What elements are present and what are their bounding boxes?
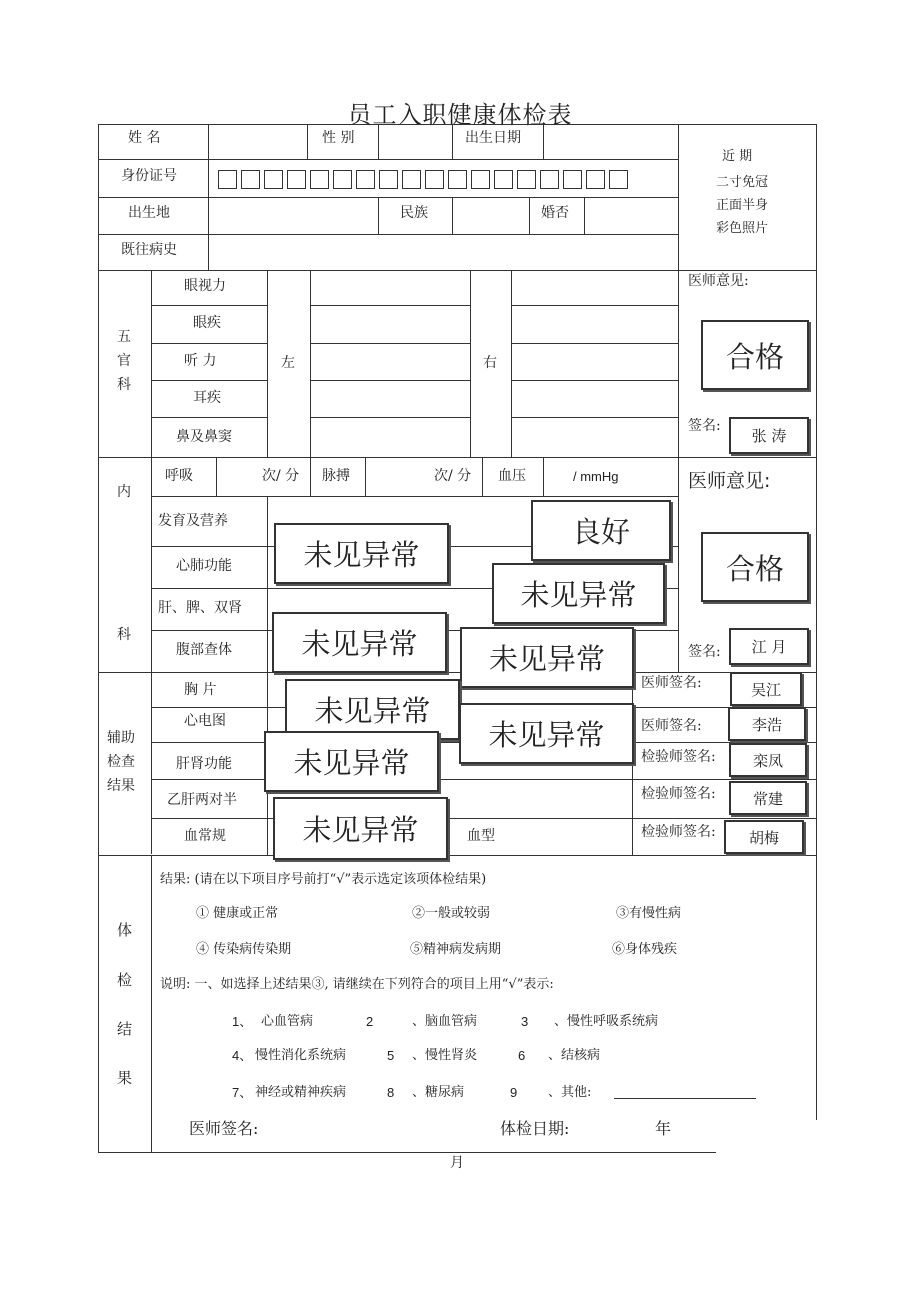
id-number-label: 身份证号 bbox=[121, 168, 177, 184]
other-disease-fill-line[interactable] bbox=[614, 1098, 756, 1099]
stamp-blood-routine-normal: 未见异常 bbox=[273, 797, 448, 860]
disease-num-4: 4、 bbox=[232, 1048, 253, 1063]
id-digit-box[interactable] bbox=[425, 170, 444, 189]
option-disability[interactable]: ⑥身体残疾 bbox=[612, 942, 678, 957]
ecg-signer-name: 李浩 bbox=[728, 707, 806, 741]
row-development: 发育及营养 bbox=[158, 513, 228, 529]
form-title: 员工入职健康体检表 bbox=[347, 101, 573, 129]
internal-section-char-1: 内 bbox=[117, 484, 131, 500]
blood-routine-signer-name: 胡梅 bbox=[724, 820, 804, 854]
internal-section-char-2: 科 bbox=[117, 627, 131, 643]
row-hepatitis-b: 乙肝两对半 bbox=[167, 792, 237, 808]
result-section-char-4: 果 bbox=[117, 1069, 133, 1087]
left-side-label: 左 bbox=[281, 355, 295, 371]
facial-section-char-1: 五 bbox=[117, 329, 131, 345]
breath-label: 呼吸 bbox=[165, 468, 193, 484]
facial-section-char-3: 科 bbox=[117, 377, 131, 393]
pulse-label: 脉搏 bbox=[322, 468, 350, 484]
xray-signer-label: 医师签名: bbox=[641, 675, 702, 691]
disease-num-2: 2 bbox=[366, 1014, 374, 1029]
row-nose-sinus: 鼻及鼻窦 bbox=[176, 429, 232, 445]
internal-doctor-signature: 江 月 bbox=[729, 628, 809, 665]
disease-num-6: 6 bbox=[518, 1048, 526, 1063]
stamp-abdomen-normal-2: 未见异常 bbox=[460, 627, 634, 688]
stamp-liver-normal: 未见异常 bbox=[492, 563, 665, 624]
blood-pressure-unit: / mmHg bbox=[573, 469, 619, 484]
row-blood-routine: 血常规 bbox=[184, 828, 226, 844]
facial-opinion-label: 医师意见: bbox=[688, 273, 749, 289]
ecg-signer-label: 医师签名: bbox=[641, 718, 702, 734]
facial-sign-label: 签名: bbox=[688, 418, 721, 434]
disease-num-3: 3 bbox=[521, 1014, 529, 1029]
row-eye-disease: 眼疾 bbox=[193, 315, 221, 331]
dob-label: 出生日期 bbox=[465, 130, 521, 146]
result-section-char-3: 结 bbox=[117, 1020, 133, 1038]
stamp-liver-kidney-normal: 未见异常 bbox=[264, 731, 439, 792]
facial-doctor-signature: 张 涛 bbox=[729, 417, 809, 454]
hepatitis-signer-label: 检验师签名: bbox=[641, 786, 716, 802]
id-digit-box[interactable] bbox=[264, 170, 283, 189]
marriage-label: 婚否 bbox=[541, 205, 569, 221]
facial-opinion-stamp: 合格 bbox=[701, 320, 809, 390]
row-chest-xray: 胸 片 bbox=[184, 682, 217, 698]
id-digit-box[interactable] bbox=[218, 170, 237, 189]
option-healthy[interactable]: ① 健康或正常 bbox=[196, 906, 279, 921]
liver-kidney-signer-label: 检验师签名: bbox=[641, 749, 716, 765]
stamp-abdomen-normal: 未见异常 bbox=[272, 612, 447, 673]
aux-section-line-3: 结果 bbox=[107, 778, 135, 794]
id-digit-box[interactable] bbox=[563, 170, 582, 189]
photo-note-line4: 彩色照片 bbox=[716, 221, 769, 236]
option-normal-weak[interactable]: ②一般或较弱 bbox=[412, 906, 491, 921]
row-liver-spleen-kidney: 肝、脾、双肾 bbox=[158, 600, 242, 616]
result-section-char-2: 检 bbox=[117, 971, 133, 989]
stamp-heart-lung-normal: 未见异常 bbox=[274, 523, 449, 584]
disease-digestive[interactable]: 慢性消化系统病 bbox=[255, 1048, 347, 1063]
id-digit-box[interactable] bbox=[333, 170, 352, 189]
name-label: 姓 名 bbox=[128, 130, 161, 146]
disease-num-9: 9 bbox=[510, 1085, 518, 1100]
id-digit-box[interactable] bbox=[356, 170, 375, 189]
blood-routine-signer-label: 检验师签名: bbox=[641, 824, 716, 840]
disease-nephritis[interactable]: 、慢性肾炎 bbox=[412, 1048, 478, 1063]
row-hearing: 听 力 bbox=[184, 353, 217, 369]
stamp-chest-xray-normal: 未见异常 bbox=[285, 679, 460, 740]
id-digit-box[interactable] bbox=[241, 170, 260, 189]
id-digit-box[interactable] bbox=[379, 170, 398, 189]
disease-num-5: 5 bbox=[387, 1048, 395, 1063]
exam-date-month: 月 bbox=[450, 1155, 464, 1171]
ethnicity-label: 民族 bbox=[400, 205, 428, 221]
option-infectious[interactable]: ④ 传染病传染期 bbox=[196, 942, 292, 957]
id-digit-box[interactable] bbox=[609, 170, 628, 189]
row-heart-lung: 心肺功能 bbox=[176, 558, 232, 574]
breath-unit: 次/ 分 bbox=[262, 468, 300, 484]
blood-pressure-label: 血压 bbox=[498, 468, 526, 484]
result-section-char-1: 体 bbox=[117, 921, 133, 939]
id-number-boxes[interactable] bbox=[218, 170, 628, 189]
disease-cardiovascular[interactable]: 心血管病 bbox=[261, 1014, 314, 1029]
stamp-ecg-normal: 未见异常 bbox=[459, 703, 634, 764]
disease-num-1: 1、 bbox=[232, 1014, 253, 1029]
disease-diabetes[interactable]: 、糖尿病 bbox=[412, 1085, 465, 1100]
internal-opinion-stamp: 合格 bbox=[701, 532, 809, 602]
birthplace-label: 出生地 bbox=[128, 205, 170, 221]
medical-history-label: 既往病史 bbox=[121, 242, 177, 258]
id-digit-box[interactable] bbox=[471, 170, 490, 189]
gender-label: 性 别 bbox=[322, 130, 355, 146]
photo-note-line3: 正面半身 bbox=[716, 198, 769, 213]
internal-sign-label: 签名: bbox=[688, 644, 721, 660]
id-digit-box[interactable] bbox=[402, 170, 421, 189]
result-instruction: 结果: (请在以下项目序号前打“√”表示选定该项体检结果) bbox=[160, 872, 487, 887]
id-digit-box[interactable] bbox=[310, 170, 329, 189]
aux-section-line-2: 检查 bbox=[107, 754, 135, 770]
doctor-sign-label: 医师签名: bbox=[189, 1119, 259, 1138]
internal-opinion-label: 医师意见: bbox=[688, 470, 771, 492]
id-digit-box[interactable] bbox=[448, 170, 467, 189]
row-liver-kidney-function: 肝肾功能 bbox=[176, 756, 232, 772]
id-digit-box[interactable] bbox=[517, 170, 536, 189]
id-digit-box[interactable] bbox=[586, 170, 605, 189]
row-abdomen: 腹部查体 bbox=[176, 642, 232, 658]
disease-respiratory[interactable]: 、慢性呼吸系统病 bbox=[554, 1014, 659, 1029]
option-mental-illness[interactable]: ⑤精神病发病期 bbox=[410, 942, 502, 957]
row-ecg: 心电图 bbox=[184, 713, 226, 729]
liver-kidney-signer-name: 栾凤 bbox=[729, 743, 807, 777]
exam-date-label: 体检日期: bbox=[500, 1119, 570, 1138]
result-note: 说明: 一、如选择上述结果③, 请继续在下列符合的项目上用“√”表示: bbox=[160, 977, 554, 992]
id-digit-box[interactable] bbox=[540, 170, 559, 189]
pulse-unit: 次/ 分 bbox=[434, 468, 472, 484]
photo-note-line2: 二寸免冠 bbox=[716, 175, 769, 190]
xray-signer-name: 吴江 bbox=[730, 672, 802, 706]
disease-cerebrovascular[interactable]: 、脑血管病 bbox=[412, 1014, 478, 1029]
right-side-label: 右 bbox=[483, 355, 497, 371]
blood-type-label: 血型 bbox=[467, 828, 495, 844]
disease-num-7: 7、 bbox=[232, 1085, 253, 1100]
disease-other[interactable]: 、其他: bbox=[548, 1085, 592, 1100]
hepatitis-signer-name: 常建 bbox=[729, 781, 807, 815]
row-vision: 眼视力 bbox=[184, 278, 226, 294]
disease-num-8: 8 bbox=[387, 1085, 395, 1100]
row-ear-disease: 耳疾 bbox=[193, 390, 221, 406]
stamp-development-good: 良好 bbox=[531, 500, 671, 561]
id-digit-box[interactable] bbox=[494, 170, 513, 189]
id-digit-box[interactable] bbox=[287, 170, 306, 189]
photo-note-line1: 近 期 bbox=[722, 149, 753, 164]
facial-section-char-2: 官 bbox=[117, 353, 131, 369]
option-chronic-disease[interactable]: ③有慢性病 bbox=[616, 906, 682, 921]
disease-neurological[interactable]: 神经或精神疾病 bbox=[255, 1085, 347, 1100]
aux-section-line-1: 辅助 bbox=[107, 730, 135, 746]
exam-date-year: 年 bbox=[655, 1119, 672, 1138]
disease-tuberculosis[interactable]: 、结核病 bbox=[548, 1048, 601, 1063]
